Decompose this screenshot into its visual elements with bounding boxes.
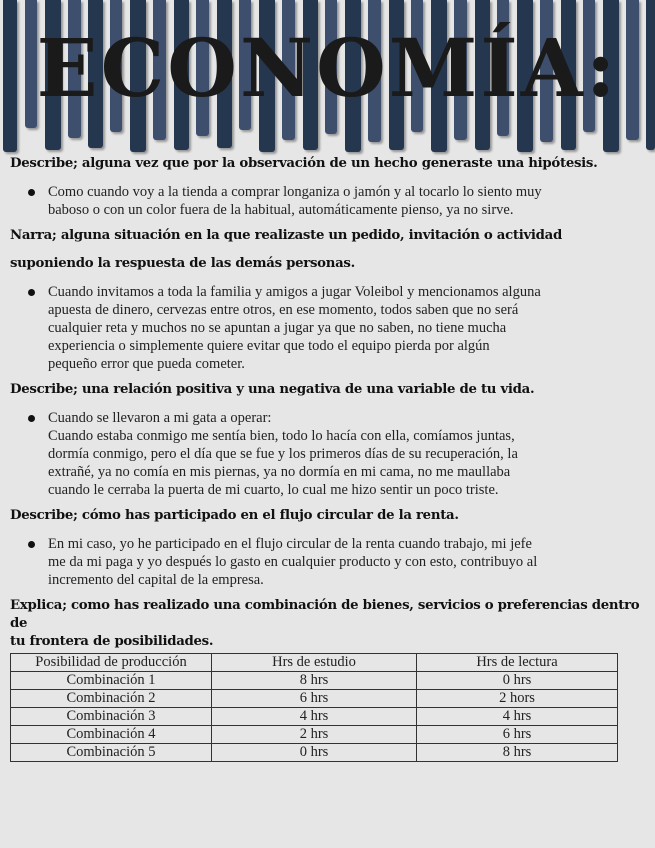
answer-4-line-3: incremento del capital de la empresa. <box>48 572 264 588</box>
table-cell: 0 hrs <box>212 744 417 762</box>
table-header-cell: Hrs de lectura <box>417 654 618 672</box>
question-5 <box>10 597 646 651</box>
question-4: Describe; cómo has participado en el flujo circular de la renta. <box>10 508 459 523</box>
table-cell: Combinación 5 <box>11 744 212 762</box>
answer-1 <box>48 183 646 219</box>
table-cell: 4 hrs <box>212 708 417 726</box>
answer-3-line-2: Cuando estaba conmigo me sentía bien, todo lo hacía con ella, comíamos juntas, <box>48 428 515 444</box>
table-cell: Combinación 3 <box>11 708 212 726</box>
question-1: Describe; alguna vez que por la observación de un hecho generaste una hipótesis. <box>10 156 598 171</box>
answer-list-3 <box>10 409 646 499</box>
answer-2-line-2: apuesta de dinero, cervezas entre otros, en ese momento, todos saben que no será <box>48 302 519 318</box>
table-cell: 6 hrs <box>417 726 618 744</box>
answer-1-line-2: baboso o con un color fuera de la habitual, automáticamente pienso, ya no sirve. <box>48 202 514 218</box>
table-cell: 2 hrs <box>212 726 417 744</box>
question-5-line-2: tu frontera de posibilidades. <box>10 634 214 649</box>
table-cell: 2 hors <box>417 690 618 708</box>
answer-2-line-4: experiencia o simplemente quiere evitar que todo el equipo pierda por algún <box>48 338 490 354</box>
bullet-icon <box>28 541 35 548</box>
answer-list-2 <box>10 283 646 373</box>
question-2-cont <box>10 255 646 273</box>
answer-4-line-2: me da mi paga y yo después lo gasto en cualquier producto y con esto, contribuyo al <box>48 554 538 570</box>
answer-2 <box>48 283 646 373</box>
answer-1-line-1: Como cuando voy a la tienda a comprar longaniza o jamón y al tocarlo lo siento muy <box>48 184 542 200</box>
answer-4 <box>48 535 646 589</box>
answer-list-1 <box>10 183 646 219</box>
table-row <box>11 744 618 762</box>
answer-4-line-1: En mi caso, yo he participado en el flujo circular de la renta cuando trabajo, mi jefe <box>48 536 532 552</box>
bullet-icon <box>28 189 35 196</box>
answer-2-line-5: pequeño error que pueda cometer. <box>48 356 245 372</box>
table-cell: 4 hrs <box>417 708 618 726</box>
table-cell: Combinación 4 <box>11 726 212 744</box>
table-row <box>11 690 618 708</box>
table-cell: Combinación 1 <box>11 672 212 690</box>
answer-2-line-1: Cuando invitamos a toda la familia y amigos a jugar Voleibol y mencionamos alguna <box>48 284 541 300</box>
question-5-line-1: Explica; como has realizado una combinación de bienes, servicios o preferencias dentro de <box>10 598 640 631</box>
table-cell: 0 hrs <box>417 672 618 690</box>
question-2-line-1: Narra; alguna situación en la que realizaste un pedido, invitación o actividad <box>10 228 562 243</box>
question-2 <box>10 227 646 245</box>
table-header-cell: Posibilidad de producción <box>11 654 212 672</box>
table-row <box>11 708 618 726</box>
table-cell: Combinación 2 <box>11 690 212 708</box>
table-cell: 8 hrs <box>212 672 417 690</box>
table-row <box>11 726 618 744</box>
answer-3 <box>48 409 646 499</box>
document-body <box>10 153 646 762</box>
table-cell: 6 hrs <box>212 690 417 708</box>
question-2-line-2: suponiendo la respuesta de las demás personas. <box>10 256 355 271</box>
table-cell: 8 hrs <box>417 744 618 762</box>
table-header-row <box>11 654 618 672</box>
production-possibilities-table <box>10 653 618 762</box>
bullet-icon <box>28 289 35 296</box>
answer-list-4 <box>10 535 646 589</box>
page-title: ECONOMÍA: <box>36 21 619 115</box>
question-3: Describe; una relación positiva y una negativa de una variable de tu vida. <box>10 382 535 397</box>
answer-3-line-3: dormía conmigo, pero el día que se fue y los primeros días de su recuperación, la <box>48 446 518 462</box>
answer-3-line-5: cuando le cerraba la puerta de mi cuarto, lo cual me hizo sentir un poco triste. <box>48 482 499 498</box>
answer-2-line-3: cualquier reta y muchos no se apuntan a jugar ya que no saben, no tiene mucha <box>48 320 507 336</box>
bullet-icon <box>28 415 35 422</box>
answer-3-line-1: Cuando se llevaron a mi gata a operar: <box>48 410 272 426</box>
table-row <box>11 672 618 690</box>
answer-3-line-4: extrañé, ya no comía en mis piernas, ya no dormía en mi cama, no me maullaba <box>48 464 511 480</box>
table-header-cell: Hrs de estudio <box>212 654 417 672</box>
header-banner <box>0 0 655 152</box>
